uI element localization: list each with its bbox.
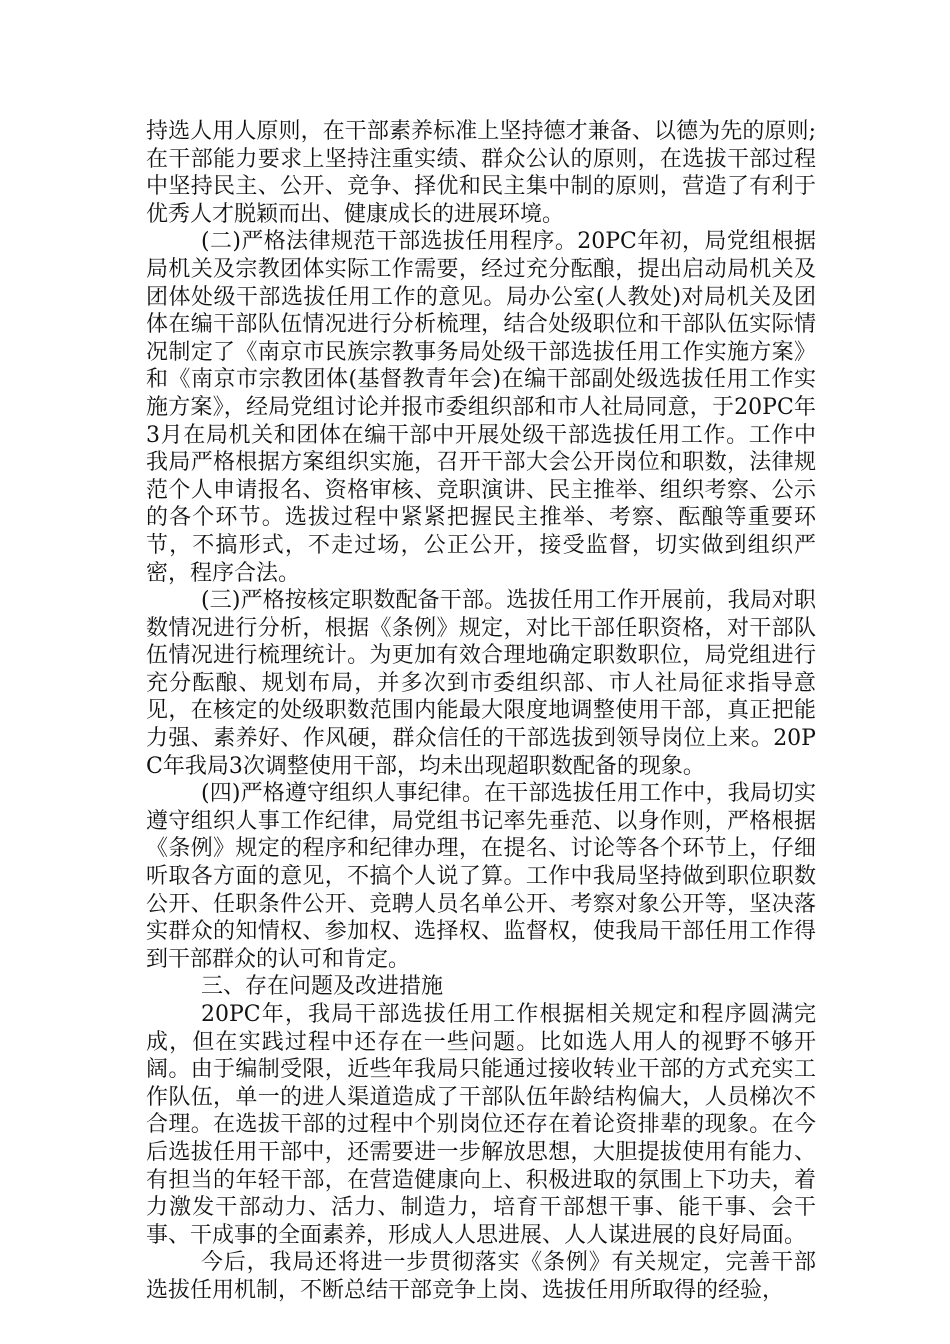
section-heading-problems: 三、存在问题及改进措施: [201, 974, 444, 1000]
paragraph-continuation: 持选人用人原则，在干部素养标准上坚持德才兼备、以德为先的原则;在干部能力要求上坚持注重实绩、群众公认的原则，在选拔干部过程中坚持民主、公开、竞争、择优和民主集中制的原则，营造了有利于优秀人才脱颖而出、健康成长的进展环境。: [146, 119, 816, 227]
paragraph-section-two: (二)严格法律规范干部选拔任用程序。20PC年初，局党组根据局机关及宗教团体实际工作需要，经过充分酝酿，提出启动局机关及团体处级干部选拔任用工作的意见。局办公室(人教处)对局机关及团体在编干部队伍情况进行分析梳理，结合处级职位和干部队伍实际情况制定了《南京市民族宗教事务局处级干部选拔任用工作实施方案》和《南京市宗教团体(基督教青年会)在编干部副处级选拔任用工作实施方案》，经局党组讨论并报市委组织部和市人社局同意，于20PC年3月在局机关和团体在编干部中开展处级干部选拔任用工作。工作中我局严格根据方案组织实施，召开干部大会公开岗位和职数，法律规范个人申请报名、资格审核、竞职演讲、民主推举、组织考察、公示的各个环节。选拔过程中紧紧把握民主推举、考察、酝酿等重要环节，不搞形式，不走过场，公正公开，接受监督，切实做到组织严密，程序合法。: [146, 229, 816, 586]
document-body: [146, 118, 816, 1305]
paragraph-future: 今后，我局还将进一步贯彻落实《条例》有关规定，完善干部选拔任用机制，不断总结干部竞争上岗、选拔任用所取得的经验，: [146, 1250, 816, 1303]
paragraph-section-four: (四)严格遵守组织人事纪律。在干部选拔任用工作中，我局切实遵守组织人事工作纪律，局党组书记率先垂范、以身作则，严格根据《条例》规定的程序和纪律办理，在提名、讨论等各个环节上，仔细听取各方面的意见，不搞个人说了算。工作中我局坚持做到职位职数公开、任职条件公开、竞聘人员名单公开、考察对象公开等，坚决落实群众的知情权、参加权、选择权、监督权，使我局干部任用工作得到干部群众的认可和肯定。: [146, 781, 816, 972]
paragraph-problems: 20PC年，我局干部选拔任用工作根据相关规定和程序圆满完成，但在实践过程中还存在一些问题。比如选人用人的视野不够开阔。由于编制受限，近些年我局只能通过接收转业干部的方式充实工作队伍，单一的进人渠道造成了干部队伍年龄结构偏大，人员梯次不合理。在选拔干部的过程中个别岗位还存在着论资排辈的现象。在今后选拔任用干部中，还需要进一步解放思想，大胆提拔使用有能力、有担当的年轻干部，在营造健康向上、积极进取的氛围上下功夫，着力激发干部动力、活力、制造力，培育干部想干事、能干事、会干事、干成事的全面素养，形成人人思进展、人人谋进展的良好局面。: [146, 1002, 816, 1248]
paragraph-section-three: (三)严格按核定职数配备干部。选拔任用工作开展前，我局对职数情况进行分析，根据《条例》规定，对比干部任职资格，对干部队伍情况进行梳理统计。为更加有效合理地确定职数职位，局党组进行充分酝酿、规划布局，并多次到市委组织部、市人社局征求指导意见，在核定的处级职数范围内能最大限度地调整使用干部，真正把能力强、素养好、作风硬，群众信任的干部选拔到领导岗位上来。20PC年我局3次调整使用干部，均未出现超职数配备的现象。: [146, 588, 816, 779]
